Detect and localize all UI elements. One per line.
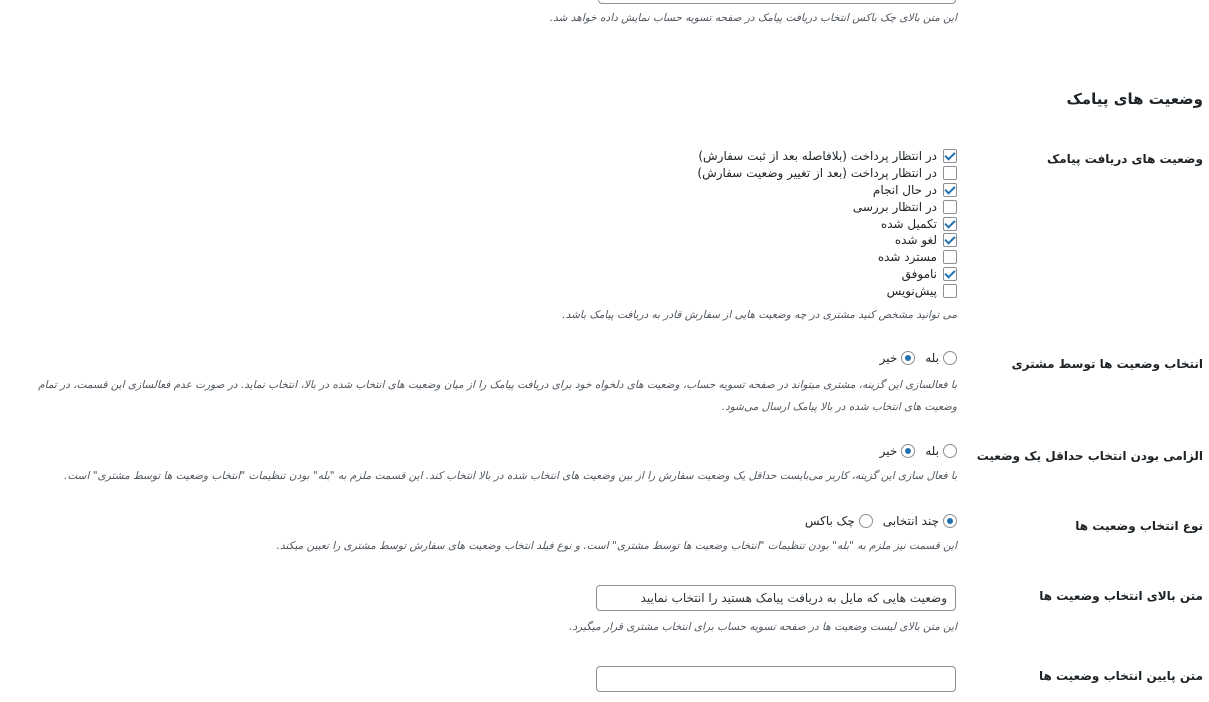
section-title: وضعیت های پیامک [1066,90,1203,109]
select-type-multi-label: چند انتخابی [882,514,939,528]
status-option[interactable] [697,165,957,182]
select-type-label: نوع انتخاب وضعیت ها [1075,519,1203,533]
status-option[interactable] [697,249,957,266]
select-type-description: این قسمت نیز ملزم به "بله" بودن تنظیمات "انتخاب وضعیت ها توسط مشتری" است. و نوع فیلد انتخاب وضعیت های سفارش توسط مشتری را تعیین میکند. [276,540,957,552]
customer-select-no-radio[interactable] [901,351,915,365]
customer-select-yes-radio[interactable] [943,351,957,365]
status-option[interactable] [697,282,957,299]
select-type-radio-group [795,514,957,528]
customer-select-no-option[interactable] [880,351,916,365]
top-text-field[interactable] [598,0,956,4]
customer-select-no-label: خیر [879,351,898,365]
select-type-checkbox-label: چک باکس [804,514,855,528]
text-below-input[interactable] [596,666,956,692]
text-above-description: این متن بالای لیست وضعیت ها در صفحه تسویه حساب برای انتخاب مشتری قرار میگیرد. [569,621,957,633]
select-type-multi-radio[interactable] [943,514,957,528]
statuses-label: وضعیت های دریافت پیامک [1046,152,1203,166]
required-description: با فعال سازی این گزینه، کاربر می‌بایست حداقل یک وضعیت سفارش را از بین وضعیت های انتخاب شده در بالا انتخاب کند. این قسمت ملزم به "بله" بودن تنظیمات "انتخاب وضعیت ها توسط مشتری" است. [64,470,957,482]
customer-select-description: با فعالسازی این گزینه، مشتری میتواند در صفحه تسویه حساب، وضعیت های دلخواه خود برای دریافت پیامک را از میان وضعیت های انتخاب شده در بالا، انتخاب نماید. در صورت عدم فعالسازی این قسمت، در تمام وضعیت های انتخاب شده در بالا پیامک ارسال می‌شود. [38,379,957,413]
status-option[interactable] [697,148,957,165]
required-yes-label: بله [925,444,939,458]
text-below-label: متن پایین انتخاب وضعیت ها [1038,669,1203,683]
select-type-checkbox-option[interactable] [805,514,873,528]
required-yes-radio[interactable] [943,444,957,458]
checkbox[interactable] [943,217,957,231]
text-above-input[interactable] [596,585,956,611]
status-option-label: در انتظار پرداخت (بلافاصله بعد از ثبت سفارش) [698,149,937,164]
status-option-label: در انتظار بررسی [852,199,937,214]
status-option-label: پیش‌نویس [886,283,937,298]
required-no-label: خیر [879,444,898,458]
top-field-description: این متن بالای چک باکس انتخاب دریافت پیامک در صفحه تسویه حساب نمایش داده خواهد شد. [549,12,957,24]
status-option[interactable] [697,266,957,283]
checkbox[interactable] [943,183,957,197]
checkbox[interactable] [943,200,957,214]
checkbox[interactable] [943,250,957,264]
required-no-radio[interactable] [901,444,915,458]
statuses-description: می توانید مشخص کنید مشتری در چه وضعیت هایی از سفارش قادر به دریافت پیامک باشد. [562,309,957,321]
required-radio-group [870,444,957,458]
required-label: الزامی بودن انتخاب حداقل یک وضعیت [976,449,1203,463]
required-no-option[interactable] [880,444,916,458]
customer-select-yes-option[interactable] [925,351,957,365]
customer-select-radio-group [870,351,957,365]
customer-select-yes-label: بله [925,351,939,365]
required-yes-option[interactable] [925,444,957,458]
checkbox[interactable] [943,267,957,281]
checkbox[interactable] [943,233,957,247]
status-option[interactable] [697,182,957,199]
status-option[interactable] [697,232,957,249]
status-option[interactable] [697,215,957,232]
status-checkbox-list [697,148,957,299]
status-option-label: لغو شده [894,233,937,248]
checkbox[interactable] [943,166,957,180]
status-option-label: در انتظار پرداخت (بعد از تغییر وضعیت سفارش) [697,166,937,181]
status-option-label: مسترد شده [877,250,937,265]
status-option-label: تکمیل شده [880,216,937,231]
select-type-multi-option[interactable] [883,514,957,528]
checkbox[interactable] [943,149,957,163]
status-option[interactable] [697,198,957,215]
select-type-checkbox-radio[interactable] [859,514,873,528]
text-above-label: متن بالای انتخاب وضعیت ها [1039,589,1203,603]
checkbox[interactable] [943,284,957,298]
customer-select-label: انتخاب وضعیت ها توسط مشتری [1011,357,1203,371]
status-option-label: در حال انجام [872,182,937,197]
status-option-label: ناموفق [901,266,937,281]
